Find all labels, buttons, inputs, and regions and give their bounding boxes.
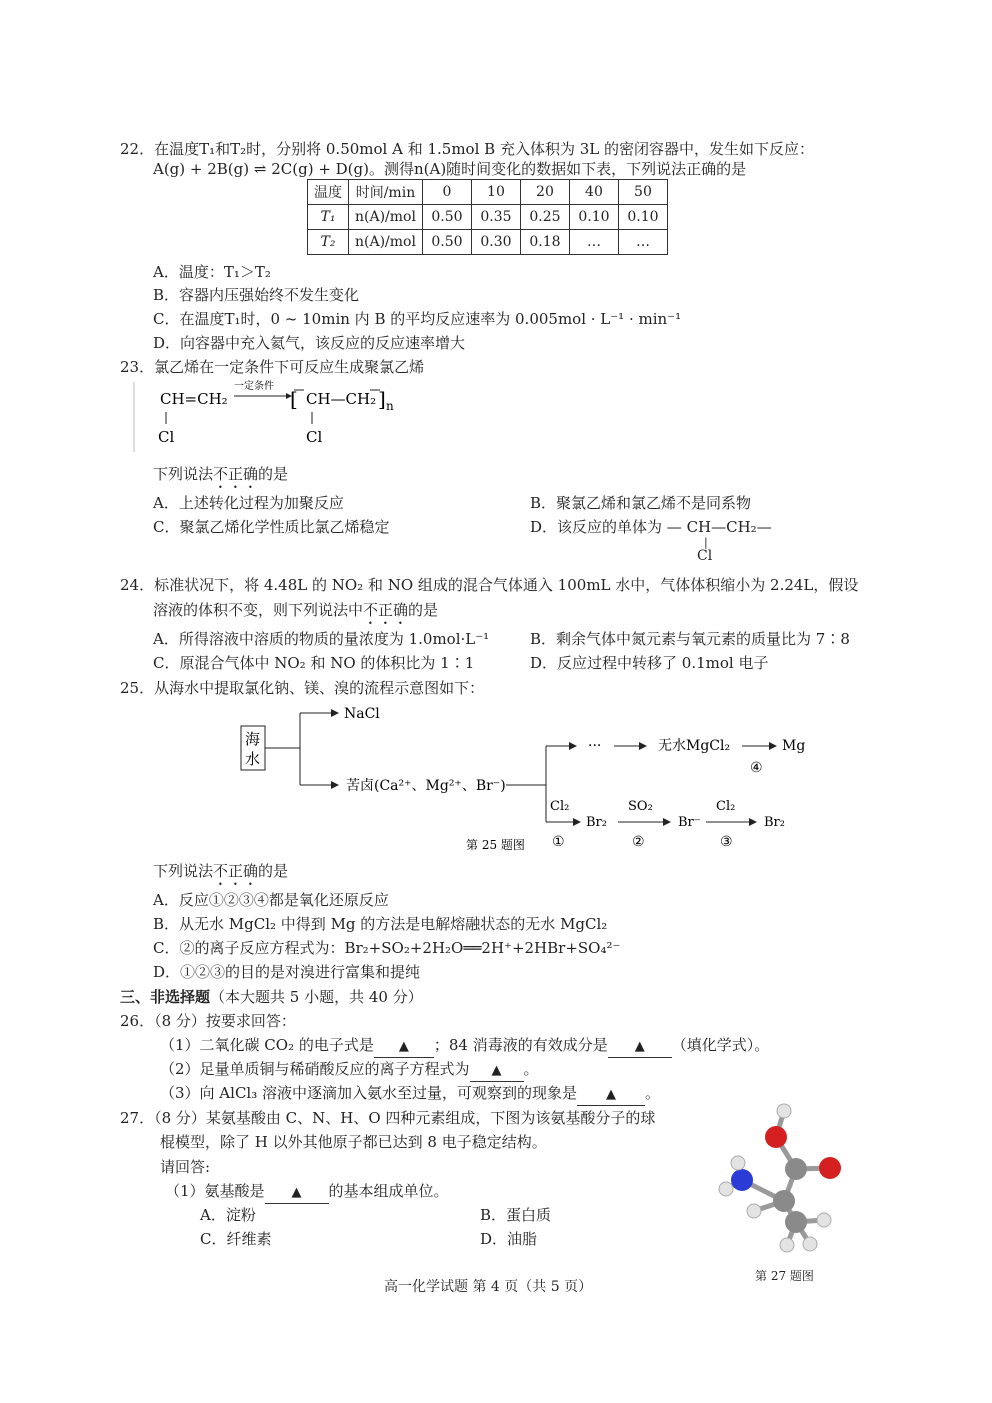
q22-option-d: D．向容器中充入氦气，该反应的反应速率增大 xyxy=(153,334,466,352)
q22-option-a: A．温度：T₁＞T₂ xyxy=(153,263,271,281)
q23-product: CH—CH₂ xyxy=(306,390,377,408)
diagram-br2-a: Br₂ xyxy=(586,815,607,830)
diagram-circle-3: ③ xyxy=(720,834,733,850)
hydrogen-atom xyxy=(777,1104,791,1118)
q23-reactant-cl: Cl xyxy=(158,428,175,446)
q23-condition: 一定条件 xyxy=(234,381,274,392)
diagram-circle-4: ④ xyxy=(750,760,763,776)
q23-reactant: CH=CH₂ xyxy=(160,390,228,408)
q24-option-b: B．剩余气体中氮元素与氧元素的质量比为 7∶8 xyxy=(530,630,850,648)
table-header-cell: 20 xyxy=(520,180,569,205)
table-header-cell: 温度 xyxy=(308,180,349,205)
diagram-br-ion: Br⁻ xyxy=(678,815,701,830)
table-cell: n(A)/mol xyxy=(349,205,423,230)
q25-flow-diagram xyxy=(230,700,830,860)
table-header-cell: 40 xyxy=(569,180,618,205)
q23-n: n xyxy=(386,399,394,413)
q23-option-b: B．聚氯乙烯和氯乙烯不是同系物 xyxy=(530,494,752,512)
q24-line1: 24．标准状况下，将 4.48L 的 NO₂ 和 NO 组成的混合气体通入 100mL 水中，气体体积缩小为 2.24L，假设 xyxy=(120,576,859,594)
answer-blank[interactable]: ▲ xyxy=(470,1061,524,1082)
table-cell: T₁ xyxy=(308,205,349,230)
q26-part1-b: ；84 消毒液的有效成分是 xyxy=(433,1036,608,1054)
q24-option-a: A．所得溶液中溶质的物质的量浓度为 1.0mol·L⁻¹ xyxy=(153,630,490,648)
q23-option-a: A．上述转化过程为加聚反应 xyxy=(153,494,344,512)
table-cell: T₂ xyxy=(308,230,349,255)
hydrogen-atom xyxy=(731,1156,745,1170)
diagram-circle-2: ② xyxy=(632,834,645,850)
q27-part1-a: （1）氨基酸是 xyxy=(165,1182,265,1200)
table-row xyxy=(308,205,668,230)
q23-option-d-cl: Cl xyxy=(697,548,713,564)
table-header-cell: 10 xyxy=(471,180,520,205)
hydrogen-atom xyxy=(780,1238,794,1252)
diagram-mg: Mg xyxy=(782,738,806,754)
carbon-atom xyxy=(785,1158,807,1180)
q27-figure-caption: 第 27 题图 xyxy=(755,1269,814,1283)
q26-part2-a: （2）足量单质铜与稀硝酸反应的离子方程式为 xyxy=(160,1060,470,1078)
q26-part1-a: （1）二氧化碳 CO₂ 的电子式是 xyxy=(160,1036,374,1054)
table-cell: 0.10 xyxy=(569,205,618,230)
table-header-cell: 0 xyxy=(422,180,471,205)
section3-note: （本大题共 5 小题，共 40 分） xyxy=(210,988,423,1006)
q24-line2 xyxy=(153,600,438,628)
q22-line2: A(g) + 2B(g) ⇌ 2C(g) + D(g)。测得n(A)随时间变化的数据如下表，下列说法正确的是 xyxy=(153,160,747,178)
table-cell: 0.30 xyxy=(471,230,520,255)
q23-question xyxy=(153,464,288,492)
q27-option-a: A．淀粉 xyxy=(200,1206,256,1224)
table-cell: 0.18 xyxy=(520,230,569,255)
q22-option-c: C．在温度T₁时，0 ~ 10min 内 B 的平均反应速率为 0.005mol · L⁻¹ · min⁻¹ xyxy=(153,310,682,328)
answer-blank[interactable]: ▲ xyxy=(265,1183,329,1204)
q27-option-d: D．油脂 xyxy=(480,1230,538,1248)
hydrogen-atom xyxy=(803,1237,817,1251)
page-footer: 高一化学试题 第 4 页（共 5 页） xyxy=(384,1279,593,1295)
q26-part1 xyxy=(160,1035,769,1058)
carbon-atom xyxy=(785,1211,807,1233)
q23-question-post: 的是 xyxy=(258,465,289,483)
diagram-caption: 第 25 题图 xyxy=(466,838,525,852)
diagram-cl2-b: Cl₂ xyxy=(716,799,736,814)
q23-option-d-bond: | xyxy=(704,536,708,549)
q26-part3-a: （3）向 AlCl₃ 溶液中逐滴加入氨水至过量，可观察到的现象是 xyxy=(160,1084,577,1102)
q25-option-c: C．②的离子反应方程式为：Br₂+SO₂+2H₂O══2H⁺+2HBr+SO₄²⁻ xyxy=(153,939,621,957)
q26-part3-b: 。 xyxy=(645,1084,661,1102)
hydrogen-atom xyxy=(817,1213,831,1227)
q25-question-pre: 下列说法 xyxy=(153,862,214,880)
diagram-circle-1: ① xyxy=(552,834,565,850)
section3-heading xyxy=(120,987,423,1007)
q25-option-a: A．反应①②③④都是氧化还原反应 xyxy=(153,891,389,909)
q22-option-b: B．容器内压强始终不发生变化 xyxy=(153,286,360,304)
hydrogen-atom xyxy=(719,1182,733,1196)
q27-part1-b: 的基本组成单位。 xyxy=(328,1182,449,1200)
diagram-cl2-a: Cl₂ xyxy=(550,799,570,814)
table-cell: n(A)/mol xyxy=(349,230,423,255)
q26-stem: 26．（8 分）按要求回答： xyxy=(120,1012,296,1030)
table-cell: 0.50 xyxy=(422,205,471,230)
q23-stem: 23．氯乙烯在一定条件下可反应生成聚氯乙烯 xyxy=(120,358,425,376)
q25-option-b: B．从无水 MgCl₂ 中得到 Mg 的方法是电解熔融状态的无水 MgCl₂ xyxy=(153,915,608,933)
seawater-label-2: 水 xyxy=(245,750,261,768)
q23-option-d: D．该反应的单体为 — CH—CH₂— xyxy=(530,518,772,536)
q25-question xyxy=(153,861,288,889)
amino-acid-ball-stick-model xyxy=(712,1098,852,1258)
q24-option-d: D．反应过程中转移了 0.1mol 电子 xyxy=(530,654,769,672)
diagram-so2: SO₂ xyxy=(628,799,653,814)
q24-line2-emph: 不正确 xyxy=(363,601,409,619)
q25-stem: 25．从海水中提取氯化钠、镁、溴的流程示意图如下： xyxy=(120,679,485,697)
table-cell: 0.25 xyxy=(520,205,569,230)
diagram-mgcl2: 无水MgCl₂ xyxy=(658,738,731,754)
table-cell: 0.10 xyxy=(618,205,667,230)
q23-reaction-equation xyxy=(130,374,420,454)
oxygen-atom xyxy=(819,1157,841,1179)
q26-part1-c: （填化学式）。 xyxy=(671,1036,770,1054)
q24-option-c: C．原混合气体中 NO₂ 和 NO 的体积比为 1∶1 xyxy=(153,654,475,672)
q25-question-emph: 不正确 xyxy=(213,862,259,880)
q23-product-cl: Cl xyxy=(306,428,323,446)
table-cell: 0.50 xyxy=(422,230,471,255)
table-header-cell: 50 xyxy=(618,180,667,205)
table-cell: … xyxy=(569,230,618,255)
oxygen-atom xyxy=(765,1126,787,1148)
q27-option-c: C．纤维素 xyxy=(200,1230,272,1248)
q27-line1: 27．（8 分）某氨基酸由 C、N、H、O 四种元素组成，下图为该氨基酸分子的球 xyxy=(120,1109,656,1127)
table-row xyxy=(308,230,668,255)
section3-title: 三、非选择题 xyxy=(120,988,211,1006)
diagram-nacl: NaCl xyxy=(344,706,380,722)
q27-option-b: B．蛋白质 xyxy=(480,1206,552,1224)
q26-part2 xyxy=(160,1059,539,1082)
diagram-dots: ··· xyxy=(588,738,602,754)
diagram-brine: 苦卤(Ca²⁺、Mg²⁺、Br⁻) xyxy=(346,778,506,794)
q27-line2: 棍模型，除了 H 以外其他原子都已达到 8 电子稳定结构。 xyxy=(160,1133,547,1151)
q25-question-post: 的是 xyxy=(258,862,289,880)
q24-line2-post: 的是 xyxy=(408,601,439,619)
q22-line1: 22．在温度T₁和T₂时，分别将 0.50mol A 和 1.5mol B 充入体积为 3L 的密闭容器中，发生如下反应： xyxy=(120,140,814,158)
q22-table xyxy=(307,179,668,255)
table-cell: … xyxy=(618,230,667,255)
table-cell: 0.35 xyxy=(471,205,520,230)
nitrogen-atom xyxy=(731,1169,753,1191)
q27-ask: 请回答: xyxy=(160,1158,211,1176)
q26-part3 xyxy=(160,1083,660,1106)
q26-part2-b: 。 xyxy=(523,1060,539,1078)
answer-blank[interactable]: ▲ xyxy=(608,1037,672,1058)
diagram-br2-b: Br₂ xyxy=(764,815,785,830)
q25-option-d: D．①②③的目的是对溴进行富集和提纯 xyxy=(153,963,421,981)
table-header-cell: 时间/min xyxy=(349,180,423,205)
seawater-label-1: 海 xyxy=(245,730,261,748)
q23-question-pre: 下列说法 xyxy=(153,465,214,483)
table-header-row xyxy=(308,180,668,205)
q27-part1 xyxy=(165,1181,449,1204)
q23-question-emph: 不正确 xyxy=(213,465,259,483)
q24-line2-pre: 溶液的体积不变，则下列说法中 xyxy=(153,601,364,619)
answer-blank[interactable]: ▲ xyxy=(374,1037,434,1058)
hydrogen-atom xyxy=(747,1204,761,1218)
q23-bracket-close: ] xyxy=(378,387,386,411)
answer-blank[interactable]: ▲ xyxy=(577,1085,645,1106)
q23-bracket-open: [ xyxy=(290,387,298,411)
q23-option-c: C．聚氯乙烯化学性质比氯乙烯稳定 xyxy=(153,518,390,536)
carbon-atom xyxy=(773,1190,795,1212)
